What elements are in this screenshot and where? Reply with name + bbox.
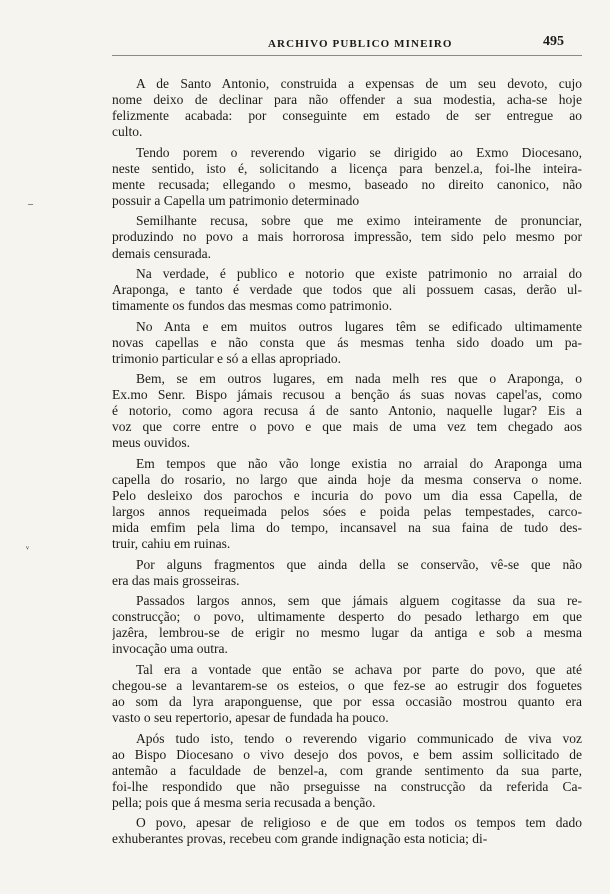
paragraph <box>112 731 582 811</box>
text-line: No Anta e em muitos outros lugares têm se edificado ultimamente <box>136 318 582 334</box>
text-line: Bem, se em outros lugares, em nada melh res que o Araponga, o <box>136 371 582 387</box>
text-line: produzindo no povo a mais horrorosa impressão, tem sido pelo mesmo por <box>112 229 582 245</box>
margin-mark: ᵛ <box>26 544 29 555</box>
paragraph <box>112 213 582 261</box>
text-line: jazêra, lembrou-se de erigir no mesmo lugar da antiga e sob a mesma <box>112 625 582 641</box>
paragraph <box>112 371 582 451</box>
text-line: foi-lhe respondido que não prseguisse na construcção da referida Ca- <box>112 778 582 794</box>
text-line: Ex.mo Senr. Bispo jámais recusou a benção ás suas novas capel'as, como <box>112 387 582 403</box>
text-line: pella; pois que á mesma seria recusada a benção. <box>112 794 376 810</box>
text-line: nome deixo de declinar para não offender a sua modestia, acha-se hoje <box>112 92 582 108</box>
text-line: era das mais grosseiras. <box>112 572 240 588</box>
text-line: Tendo porem o reverendo vigario se dirigido ao Exmo Diocesano, <box>136 144 582 160</box>
paragraph <box>112 815 582 847</box>
text-line: meus ouvidos. <box>112 435 191 451</box>
paragraph <box>112 593 582 657</box>
text-line: O povo, apesar de religioso e de que em todos os tempos tem dado <box>136 815 582 831</box>
text-line: voz que corre entre o povo e que mais de uma vez tem chegado aos <box>112 419 582 435</box>
page-header <box>0 34 610 52</box>
text-line: novas capellas e não consta que ás mesmas tenha sido doado um pa- <box>112 334 582 350</box>
text-line: culto. <box>112 124 143 140</box>
text-line: mente recusada; ellegando o mesmo, baseado no direito canonico, não <box>112 176 582 192</box>
text-line: largos annos requeimada pelos sóes e poida pelas tempestades, carco- <box>112 504 582 520</box>
text-line: Pelo desleixo dos parochos e incuria do povo um dia essa Capella, de <box>112 488 582 504</box>
paragraph <box>112 266 582 314</box>
text-line: Araponga, e tanto é verdade que todos que ali possuem casas, derão ul- <box>112 282 582 298</box>
text-line: timamente os fundos das mesmas como patrimonio. <box>112 298 393 314</box>
text-line: Na verdade, é publico e notorio que existe patrimonio no arraial do <box>136 265 582 281</box>
text-line: truir, cahiu em ruinas. <box>112 536 231 552</box>
margin-mark: – <box>28 199 33 210</box>
text-line: possuir a Capella um patrimonio determinado <box>112 192 360 208</box>
page-number: 495 <box>543 34 564 49</box>
text-line: construcção; o povo, ultimamente desperto do pesado lethargo em que <box>112 609 582 625</box>
text-line: neste sentido, isto é, solicitando a licença para benzel.a, foi-lhe inteira- <box>112 160 582 176</box>
text-line: antemão a faculdade de benzel-a, com grande sentimento da sua parte, <box>112 762 582 778</box>
text-line: A de Santo Antonio, construida a expensas de um seu devoto, cujo <box>136 76 582 91</box>
paragraph <box>112 557 582 589</box>
paragraph <box>112 145 582 209</box>
text-line: capella do rosario, no largo que ainda hoje da mesma conserva o nome. <box>112 471 582 487</box>
text-line: Em tempos que não vão longe existia no arraial do Araponga uma <box>136 455 582 471</box>
text-line: trimonio particular e só a ellas apropriado. <box>112 350 342 366</box>
text-line: vasto o seu repertorio, apesar de fundada ha pouco. <box>112 710 389 726</box>
paragraph <box>112 456 582 553</box>
text-line: ao som da lyra araponguense, que por essa occasião mostrou quanto era <box>112 694 582 710</box>
text-line: é notorio, como agora recusa á de santo Antonio, naquelle lugar? Eis a <box>112 403 582 419</box>
text-line: Passados largos annos, sem que jámais alguem cogitasse da sua re- <box>136 593 582 609</box>
text-line: Por alguns fragmentos que ainda della se conservão, vê-se que não <box>136 556 582 572</box>
text-line: ao Bispo Diocesano o vivo desejo dos povos, e bem assim sollicitado de <box>112 746 582 762</box>
body-text <box>112 76 582 852</box>
text-line: Tal era a vontade que então se achava por parte do povo, que até <box>136 661 582 677</box>
paragraph <box>112 319 582 367</box>
text-line: exhuberantes provas, recebeu com grande indignação esta noticia; di- <box>112 831 488 847</box>
paragraph <box>112 662 582 726</box>
paragraph <box>112 76 582 140</box>
text-line: chegou-se a levantarem-se os esteios, o que fez-se ao estrugir dos foguetes <box>112 677 582 693</box>
text-line: felizmente acabada: por conseguinte em estado de ser entregue ao <box>112 108 582 124</box>
text-line: demais censurada. <box>112 245 211 261</box>
text-line: invocação uma outra. <box>112 641 228 657</box>
text-line: Semilhante recusa, sobre que me eximo inteiramente de pronunciar, <box>136 213 582 229</box>
text-line: Após tudo isto, tendo o reverendo vigario communicado de viva voz <box>136 730 582 746</box>
header-rule <box>112 55 582 56</box>
text-line: mida emfim pela lima do tempo, incansavel na sua faina de tudo des- <box>112 520 582 536</box>
running-title: ARCHIVO PUBLICO MINEIRO <box>268 38 453 50</box>
